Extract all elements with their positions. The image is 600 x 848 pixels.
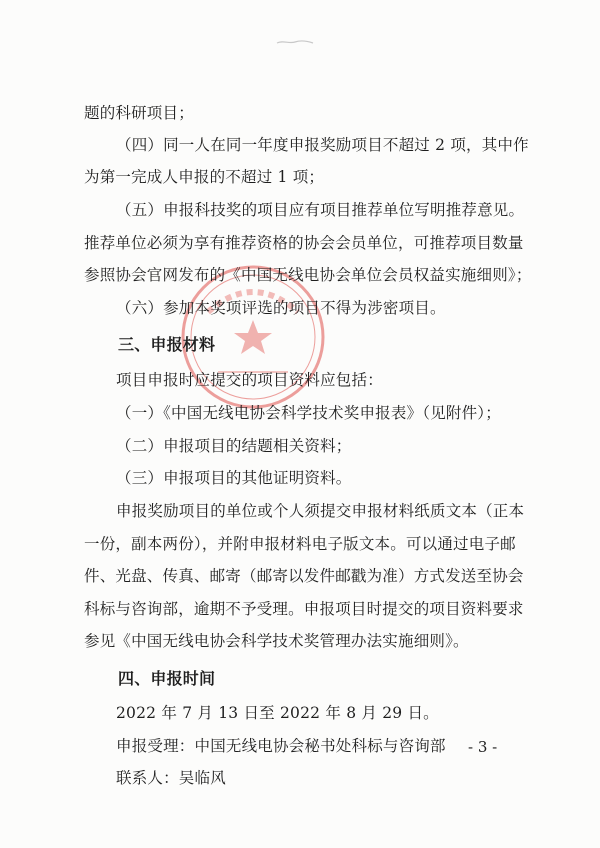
section-heading-time: 四、申报时间: [118, 669, 216, 688]
page-number: - 3 -: [468, 738, 498, 756]
line-9: （一）《中国无线电协会科学技术奖申报表》（见附件）；: [116, 404, 501, 422]
scan-mark: [275, 38, 315, 46]
line-5: 推荐单位必须为享有推荐资格的协会会员单位，可推荐项目数量: [84, 234, 524, 252]
line-7: （六）参加本奖项评选的项目不得为涉密项目。: [116, 299, 446, 317]
line-16: 参见《中国无线电协会科学技术奖管理办法实施细则》。: [84, 632, 469, 650]
line-17: 2022 年 7 月 13 日至 2022 年 8 月 29 日。: [116, 704, 439, 722]
line-18: 申报受理：中国无线电协会秘书处科标与咨询部: [116, 737, 446, 755]
line-4: （五）申报科技奖的项目应有项目推荐单位写明推荐意见。: [116, 201, 525, 219]
line-19: 联系人：吴临风: [116, 769, 226, 787]
line-2: （四）同一人在同一年度申报奖励项目不超过 2 项，其中作: [116, 136, 529, 154]
line-3: 为第一完成人申报的不超过 1 项；: [84, 168, 325, 186]
section-heading-materials: 三、申报材料: [118, 335, 216, 354]
line-10: （二）申报项目的结题相关资料；: [116, 437, 352, 455]
line-14: 件、光盘、传真、邮寄（邮寄以发件邮戳为准）方式发送至协会: [84, 567, 524, 585]
line-1: 题的科研项目；: [84, 104, 194, 122]
line-6: 参照协会官网发布的《中国无线电协会单位会员权益实施细则》；: [84, 266, 532, 284]
line-12: 申报奖励项目的单位或个人须提交申报材料纸质文本（正本: [116, 502, 525, 520]
line-15: 科标与咨询部，逾期不予受理。申报项目时提交的项目资料要求: [84, 600, 524, 618]
line-11: （三）申报项目的其他证明资料。: [116, 469, 352, 487]
line-8: 项目申报时应提交的项目资料应包括：: [116, 371, 383, 389]
line-13: 一份，副本两份），并附申报材料电子版文本。可以通过电子邮: [84, 535, 516, 553]
